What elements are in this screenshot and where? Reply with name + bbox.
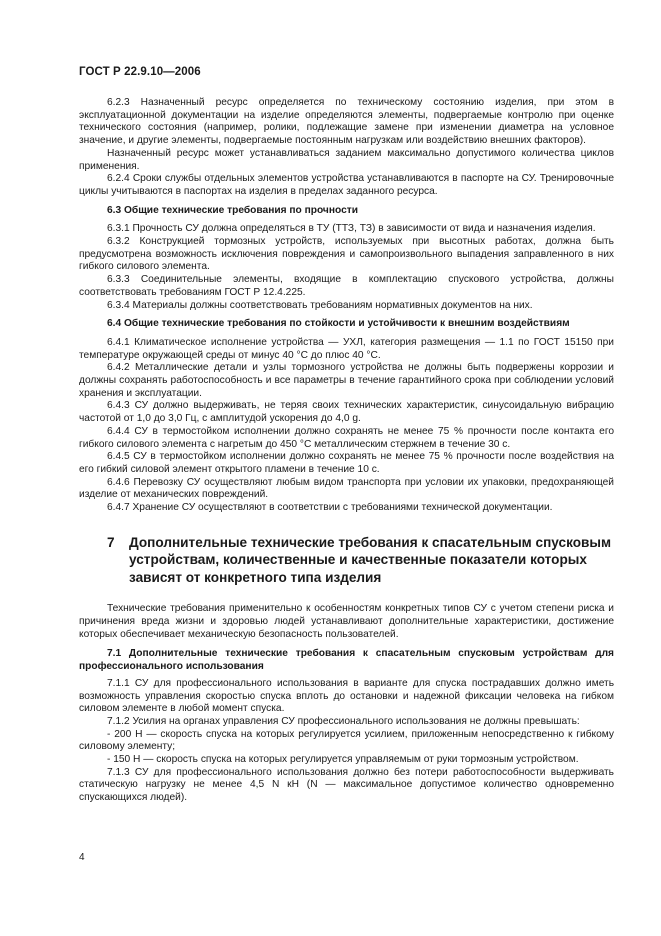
paragraph-6-4-5: 6.4.5 СУ в термостойком исполнении должно сохранять не менее 75 % прочности после воздействия на его гибкий силовой элемент открытого пламени в течение 10 с. xyxy=(79,451,614,475)
document-body xyxy=(79,97,614,805)
paragraph-6-4-2: 6.4.2 Металлические детали и узлы тормозного устройства не должны быть подвержены коррозии и должны сохранять работоспособность и все параметры в течение гарантийного срока при соблюдении условий хранения и эксплуатации. xyxy=(79,362,614,399)
section-heading-7-1: 7.1 Дополнительные технические требования к спасательным спусковым устройствам для профессионального использования xyxy=(79,648,614,673)
list-item-200n: - 200 Н — скорость спуска на которых регулируется усилием, приложенным непосредственно к гибкому силовому элементу; xyxy=(79,728,614,753)
paragraph-6-3-2: 6.3.2 Конструкцией тормозных устройств, используемых при высотных работах, должна быть предусмотрена возможность исключения повреждения и самопроизвольного выпадения заправленного в них гибкого силового элемента. xyxy=(79,236,614,273)
page-number: 4 xyxy=(79,852,85,863)
section-heading-7 xyxy=(107,534,614,587)
section-heading-6-4: 6.4 Общие технические требования по стойкости и устойчивости к внешним воздействиям xyxy=(107,318,570,330)
list-item-150n: - 150 Н — скорость спуска на которых регулируется управляемым от руки тормозным устройством. xyxy=(107,754,579,766)
paragraph-6-4-6: 6.4.6 Перевозку СУ осуществляют любым видом транспорта при условии их упаковки, предохраняющей изделие от механических повреждений. xyxy=(79,476,614,501)
paragraph-6-3-4: 6.3.4 Материалы должны соответствовать требованиям нормативных документов на них. xyxy=(107,299,533,311)
paragraph-6-4-1: 6.4.1 Климатическое исполнение устройства — УХЛ, категория размещения — 1.1 по ГОСТ 15150 при температуре окружающей среды от минус 40 °С до плюс 40 °С. xyxy=(79,336,614,361)
paragraph-7-1-3: 7.1.3 СУ для профессионального использования должно без потери работоспособности выдерживать статическую нагрузку не менее 4,5 N кН (N — максимальное допустимое количество одновременно спускающихся людей). xyxy=(79,766,614,804)
section-number-7: 7 xyxy=(107,534,115,550)
paragraph-6-3-3: 6.3.3 Соединительные элементы, входящие в комплектацию спускового устройства, должны соответствовать требованиям ГОСТ Р 12.4.225. xyxy=(79,274,614,298)
paragraph-6-2-3: 6.2.3 Назначенный ресурс определяется по техническому состоянию изделия, при этом в эксплуатационной документации на изделие определяются элементы, подвергаемые контролю при оценке технического состояния (например, ролики, подлежащие замене при изменении диаметра на условное значение, и другие элементы, подвергаемые постоянным нагрузкам или воздействию внешних факторов). xyxy=(79,97,614,147)
paragraph-7-1-2: 7.1.2 Усилия на органах управления СУ профессионального использования не должны превышать: xyxy=(107,715,580,727)
paragraph-section-7-intro: Технические требования применительно к особенностям конкретных типов СУ с учетом степени риска и причинения вреда жизни и здоровью людей устанавливают дополнительные характеристики, достижение которых обеспечивает механическую безопасность пользователей. xyxy=(79,603,614,640)
paragraph-6-4-3: 6.4.3 СУ должно выдерживать, не теряя своих технических характеристик, синусоидальную вибрацию частотой от 1,0 до 3,0 Гц, с амплитудой ускорения до 4,0 g. xyxy=(79,400,614,425)
document-header: ГОСТ Р 22.9.10—2006 xyxy=(79,66,201,78)
section-title-7: Дополнительные технические требования к спасательным спусковым устройствам, количественные и качественные показатели которых зависят от конкретного типа изделия xyxy=(129,534,612,585)
section-heading-6-3: 6.3 Общие технические требования по прочности xyxy=(107,204,359,216)
paragraph-7-1-1: 7.1.1 СУ для профессионального использования в варианте для спуска пострадавших должно иметь возможность управления скоростью спуска вплоть до остановки и надежной фиксации человека на гибком силовом элементе в любой момент спуска. xyxy=(79,677,614,715)
paragraph-resource-cycles: Назначенный ресурс может устанавливаться заданием максимально допустимого количества циклов применения. xyxy=(79,147,614,172)
paragraph-6-4-4: 6.4.4 СУ в термостойком исполнении должно сохранять не менее 75 % прочности после контакта его гибкого силового элемента с нагретым до 450 °С металлическим стержнем в течение 30 с. xyxy=(79,425,614,450)
paragraph-6-4-7: 6.4.7 Хранение СУ осуществляют в соответствии с требованиями технической документации. xyxy=(107,502,553,514)
paragraph-6-3-1: 6.3.1 Прочность СУ должна определяться в ТУ (ТТЗ, ТЗ) в зависимости от вида и назначения изделия. xyxy=(107,223,596,235)
paragraph-6-2-4: 6.2.4 Сроки службы отдельных элементов устройства устанавливаются в паспорте на СУ. Тренировочные циклы учитываются в паспортах на изделия в пределах заданного ресурса. xyxy=(79,173,614,197)
